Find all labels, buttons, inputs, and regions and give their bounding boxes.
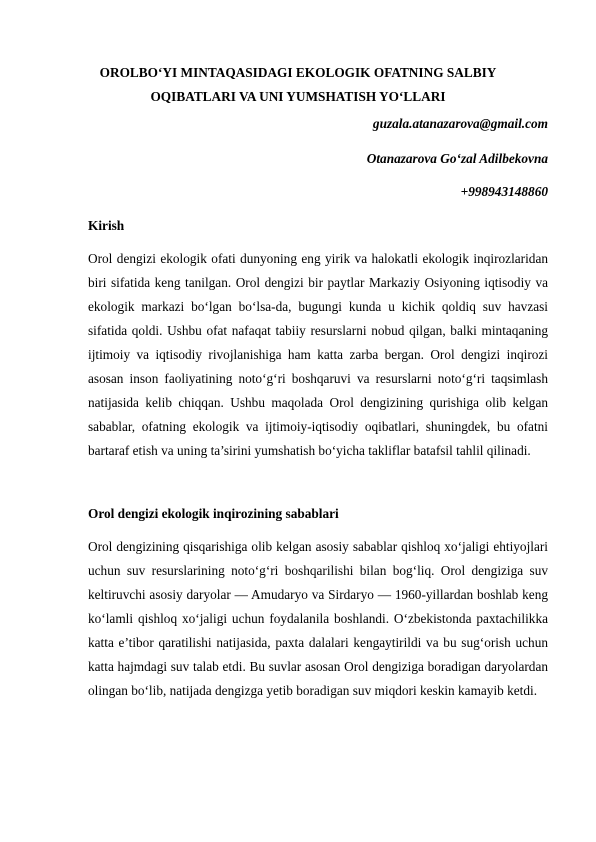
author-phone: +998943148860	[460, 184, 548, 199]
article-title: OROLBO‘YI MINTAQASIDAGI EKOLOGIK OFATNING SALBIY OQIBATLARI VA UNI YUMSHATISH YO‘LLARI	[99, 65, 497, 104]
section-heading-kirish: Kirish	[88, 218, 125, 233]
section-heading-causes: Orol dengizi ekologik inqirozining sabablari	[88, 506, 339, 521]
author-name: Otanazarova Go‘zal Adilbekovna	[366, 151, 548, 166]
section-paragraph-kirish: Orol dengizi ekologik ofati dunyoning eng yirik va halokatli ekologik inqirozlaridan biri sifatida keng tanilgan. Orol dengizi bir paytlar Markaziy Osiyoning iqtisodiy va ekologik markazi bo‘lgan bo‘lsa-da, bugungi kunda u kichik qoldiq suv havzasi sifatida qoldi. Ushbu ofat nafaqat tabiiy resurslarni nobud qilgan, balki mintaqaning ijtimoiy va iqtisodiy rivojlanishiga ham katta zarba bergan. Orol dengizi inqirozi asosan inson faoliyatining noto‘g‘ri boshqaruvi va resurslarni noto‘g‘ri taqsimlash natijasida kelib chiqqan. Ushbu maqolada Orol dengizining qurishiga olib kelgan sabablar, ofatning ekologik va ijtimoiy-iqtisodiy oqibatlari, shuningdek, bu ofatni bartaraf etish va uning ta’sirini yumshatish bo‘yicha takliflar batafsil tahlil qilinadi.	[88, 251, 548, 458]
author-email: guzala.atanazarova@gmail.com	[372, 116, 548, 131]
section-paragraph-causes: Orol dengizining qisqarishiga olib kelgan asosiy sabablar qishloq xo‘jaligi ehtiyojlari uchun suv resurslarining noto‘g‘ri boshqarilishi bilan bog‘liq. Orol dengiziga suv keltiruvchi asosiy daryolar — Amudaryo va Sirdaryo — 1960-yillardan boshlab keng ko‘lamli qishloq xo‘jaligi uchun foydalanila boshlandi. O‘zbekistonda paxtachilikka katta e’tibor qaratilishi natijasida, paxta dalalari kengaytirildi va bu sug‘orish uchun katta hajmdagi suv talab etdi. Bu suvlar asosan Orol dengiziga boradigan daryolardan olingan bo‘lib, natijada dengizga yetib boradigan suv miqdori keskin kamayib ketdi.	[88, 539, 548, 698]
